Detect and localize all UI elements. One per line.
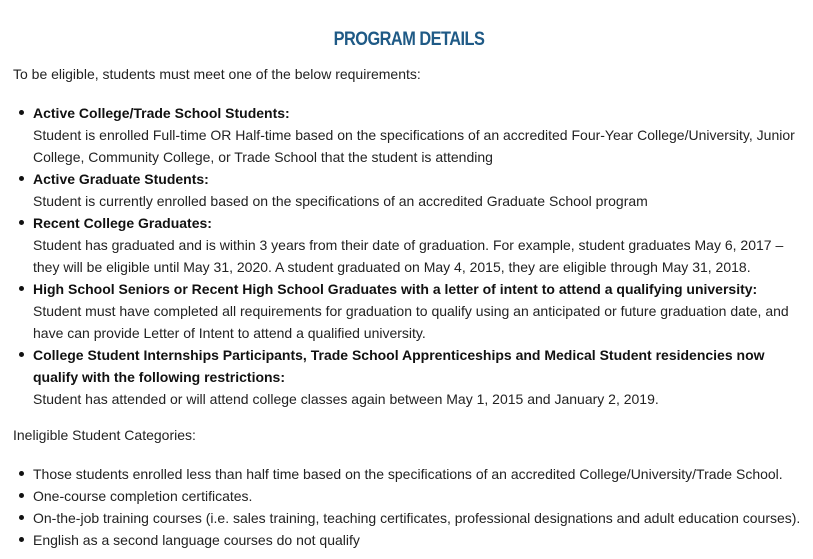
requirement-heading: Active Graduate Students: [33, 171, 209, 187]
requirement-heading: College Student Internships Participants, Trade School Apprenticeships and Medical Student residencies now qualify with the following restrictions: [33, 347, 765, 385]
requirement-description: Student is enrolled Full-time OR Half-time based on the specifications of an accredited Four-Year College/University, Junior College, Community College, or Trade School that the student is attending [33, 127, 795, 165]
requirement-description: Student must have completed all requirements for graduation to qualify using an anticipated or future graduation date, and have can provide Letter of Intent to attend a qualified university. [33, 303, 789, 341]
ineligible-item: On-the-job training courses (i.e. sales training, teaching certificates, professional designations and adult education courses). [33, 507, 813, 529]
requirements-list [0, 102, 808, 410]
requirement-heading: Active College/Trade School Students: [33, 105, 290, 121]
requirement-description: Student has attended or will attend college classes again between May 1, 2015 and January 2, 2019. [33, 391, 659, 407]
ineligible-item: One-course completion certificates. [33, 485, 813, 507]
requirement-heading: Recent College Graduates: [33, 215, 212, 231]
ineligible-item: English as a second language courses do not qualify [33, 529, 813, 551]
intro-text: To be eligible, students must meet one of the below requirements: [13, 66, 421, 82]
requirement-heading: High School Seniors or Recent High School Graduates with a letter of intent to attend a qualifying university: [33, 281, 758, 297]
requirement-item [33, 212, 808, 278]
requirement-item [33, 278, 808, 344]
requirement-item [33, 168, 808, 212]
requirement-item [33, 102, 808, 168]
page-title: PROGRAM DETAILS [333, 29, 485, 50]
requirement-description: Student has graduated and is within 3 years from their date of graduation. For example, student graduates May 6, 2017 – they will be eligible until May 31, 2020. A student graduated on May 4, 2015, they are eligible through May 31, 2018. [33, 237, 784, 275]
requirement-item [33, 344, 808, 410]
requirement-description: Student is currently enrolled based on the specifications of an accredited Graduate School program [33, 193, 648, 209]
ineligible-heading: Ineligible Student Categories: [13, 427, 196, 443]
ineligible-item: Those students enrolled less than half time based on the specifications of an accredited College/University/Trade School. [33, 463, 813, 485]
ineligible-list [0, 463, 813, 551]
